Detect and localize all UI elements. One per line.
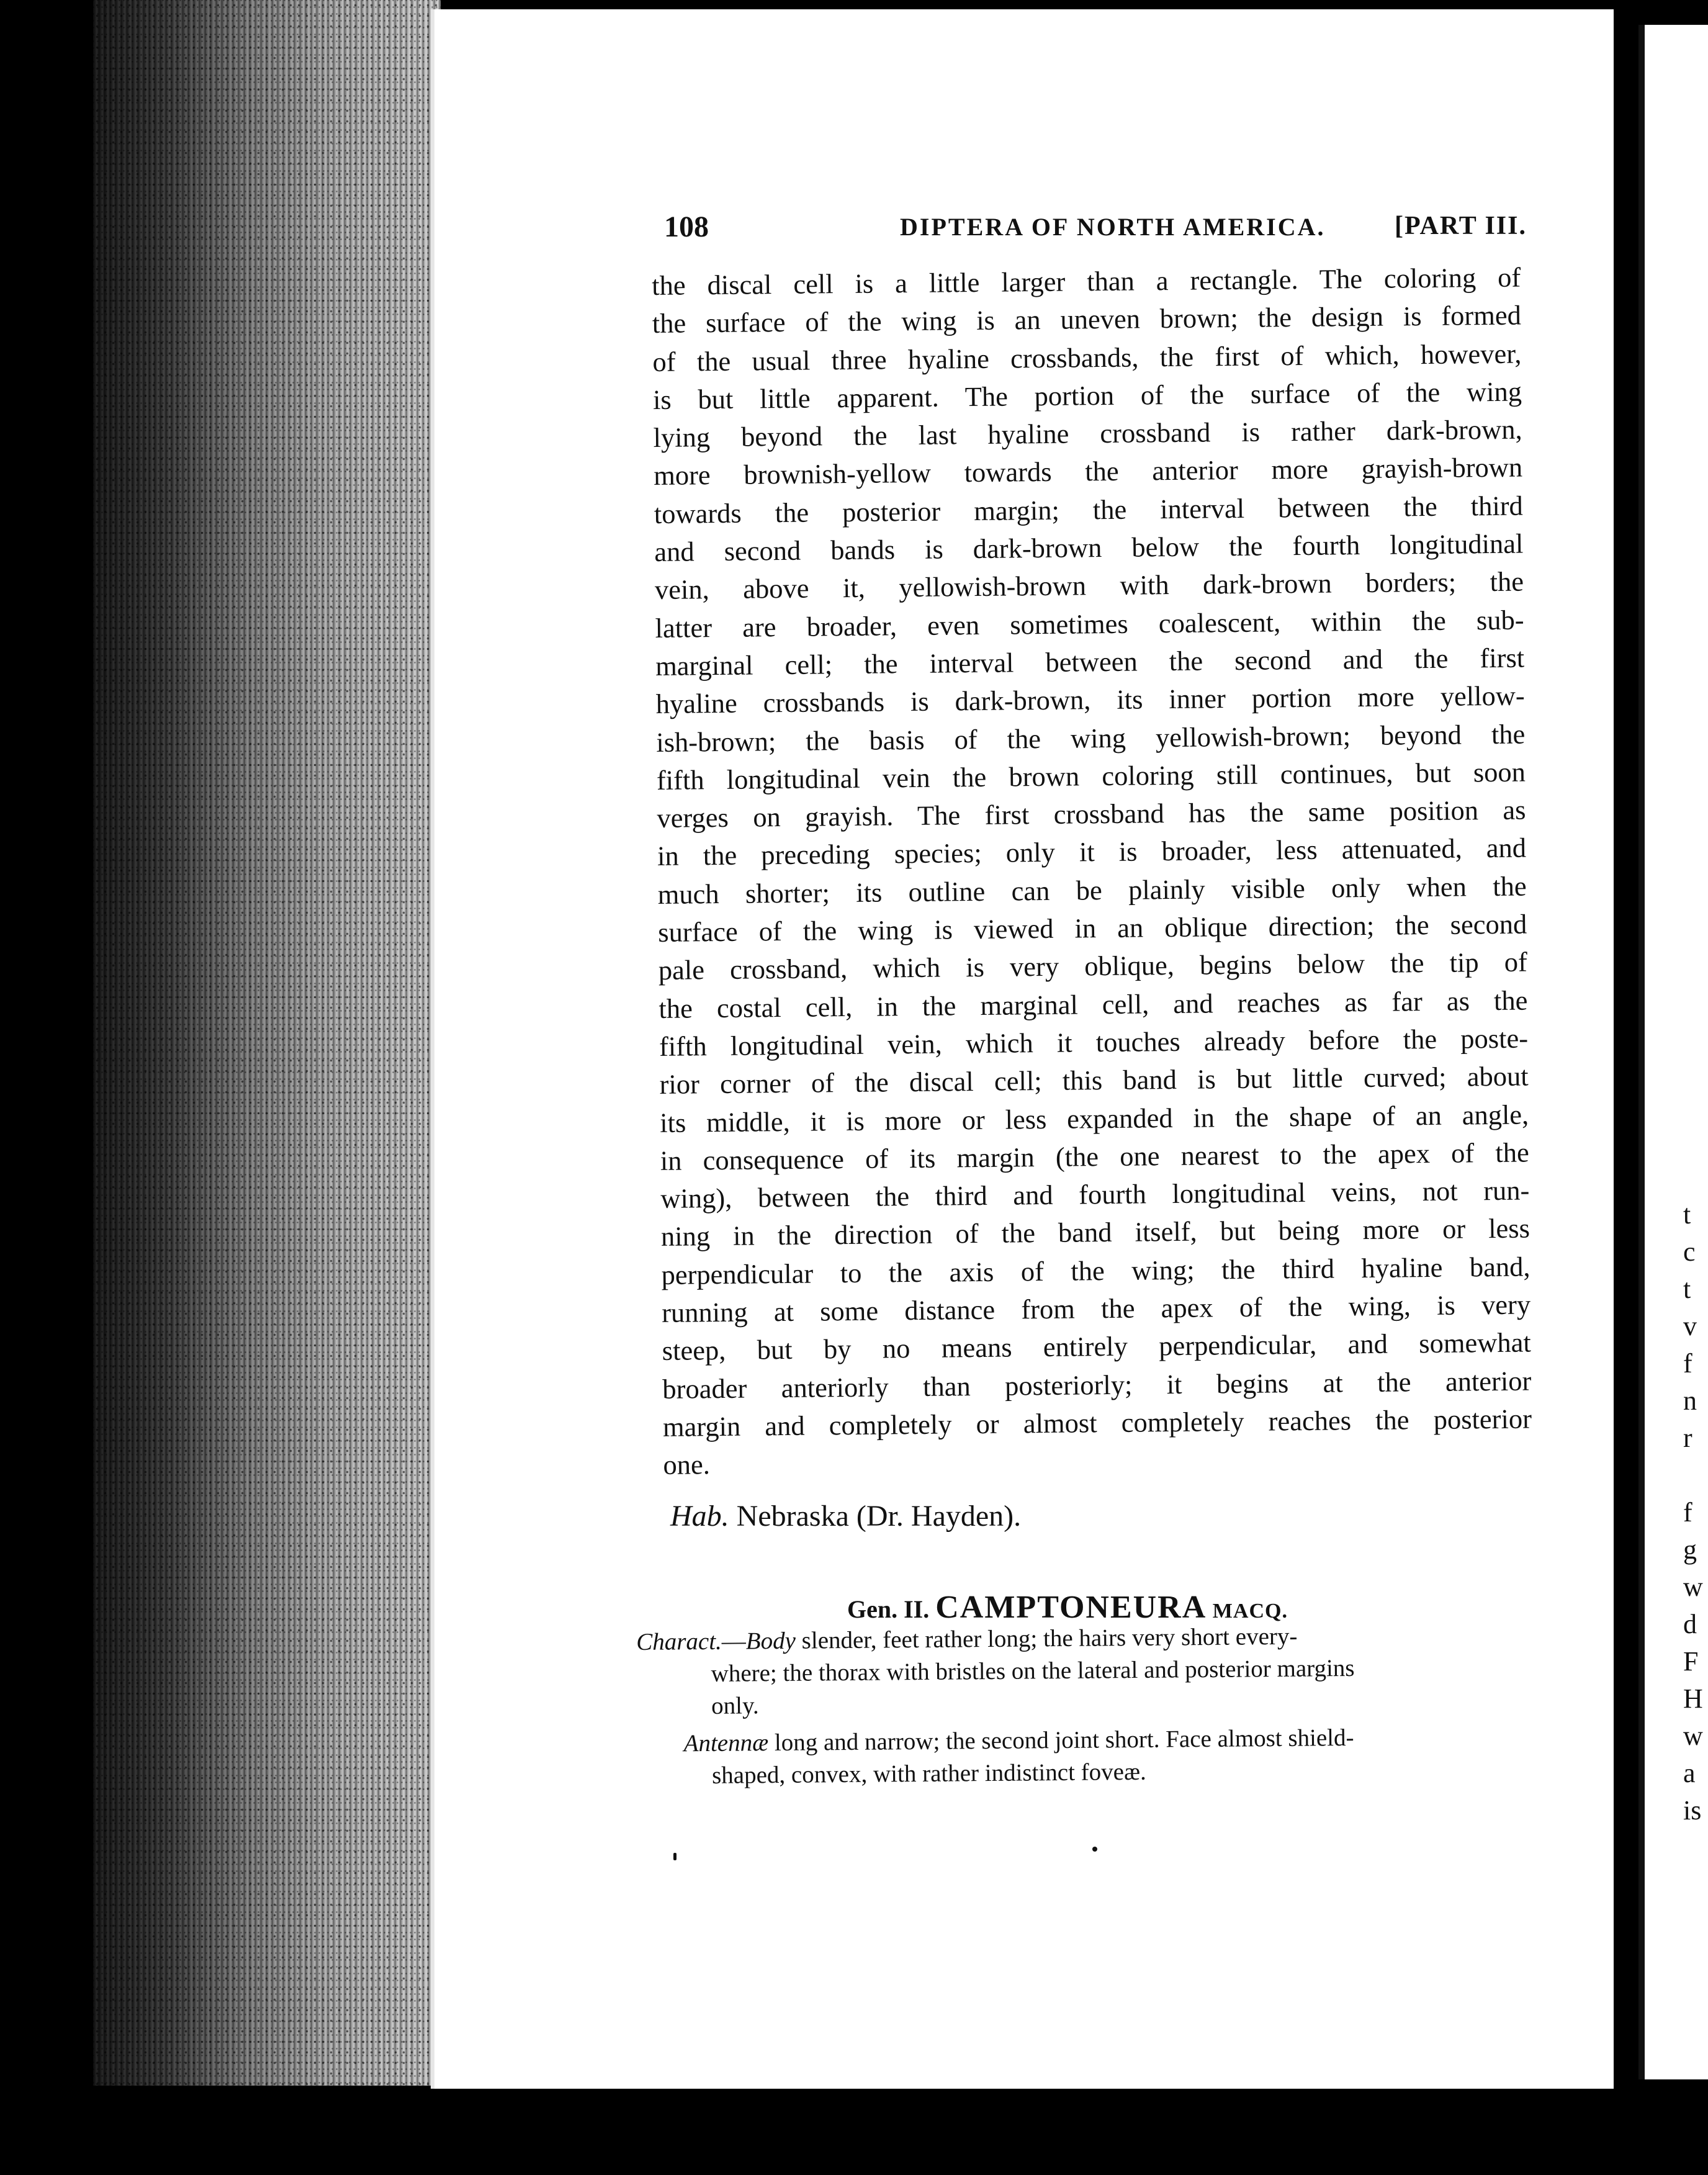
facing-page-letter: H <box>1683 1683 1703 1714</box>
body-paragraph <box>652 259 1532 1485</box>
body-line: fifth longitudinal vein the brown coloring still continues, but soon <box>656 756 1526 796</box>
body-line: much shorter; its outline can be plainly visible only when the <box>657 870 1527 910</box>
facing-page-letter: F <box>1683 1646 1699 1677</box>
charact-dash: — <box>721 1628 746 1655</box>
facing-page-letter: t <box>1683 1199 1691 1230</box>
facing-page-letter: c <box>1683 1236 1696 1267</box>
facing-page-letter: g <box>1683 1534 1697 1565</box>
facing-page-letter: f <box>1683 1348 1692 1379</box>
body-line: verges on grayish. The first crossband has the same position as <box>657 794 1526 834</box>
body-line: latter are broader, even sometimes coalescent, within the sub- <box>655 604 1524 644</box>
body-line: pale crossband, which is very oblique, begins below the tip of <box>658 946 1528 986</box>
printing-speck <box>1092 1847 1097 1852</box>
body-line: wing), between the third and fourth longitudinal veins, not run- <box>660 1174 1530 1215</box>
facing-page-letter: is <box>1683 1795 1702 1826</box>
facing-page-letter: f <box>1683 1497 1692 1528</box>
antennae-label: Antennæ <box>683 1729 769 1757</box>
facing-page-letter: n <box>1683 1385 1697 1416</box>
charact-line-2: where; the thorax with bristles on the lateral and posterior margins <box>711 1654 1355 1687</box>
body-line: in the preceding species; only it is broader, less attenuated, and <box>657 832 1527 872</box>
body-line: margin and completely or almost completely reaches the posterior <box>662 1403 1532 1443</box>
body-label: Body <box>745 1627 796 1655</box>
genus-heading <box>847 1589 1288 1626</box>
body-line: hyaline crossbands is dark-brown, its inner portion more yellow- <box>655 680 1525 720</box>
book-page-edges <box>93 0 441 2086</box>
facing-page <box>1638 25 1708 2079</box>
facing-page-letter: w <box>1683 1572 1703 1602</box>
body-line: the surface of the wing is an uneven brown; the design is formed <box>652 299 1522 340</box>
body-line: in consequence of its margin (the one nearest to the apex of the <box>660 1137 1529 1176</box>
body-line: its middle, it is more or less expanded in the shape of an angle, <box>659 1099 1529 1138</box>
facing-page-letter: d <box>1683 1609 1697 1639</box>
charact-line-5: shaped, convex, with rather indistinct foveæ. <box>711 1758 1146 1789</box>
charact-label: Charact. <box>636 1628 722 1655</box>
body-line: the discal cell is a little larger than a rectangle. The coloring of <box>652 261 1521 301</box>
body-line: and second bands is dark-brown below the fourth longitudinal <box>654 528 1524 568</box>
header-title: DIPTERA OF NORTH AMERICA. <box>900 213 1326 241</box>
body-line: broader anteriorly than posteriorly; it begins at the anterior <box>662 1365 1532 1405</box>
body-line: rior corner of the discal cell; this band is but little curved; about <box>659 1060 1529 1101</box>
body-line: fifth longitudinal vein, which it touches already before the poste- <box>658 1022 1529 1062</box>
genus-author: MACQ. <box>1207 1600 1288 1623</box>
body-line: more brownish-yellow towards the anterior more grayish-brown <box>653 452 1523 492</box>
facing-page-letter: w <box>1683 1721 1703 1751</box>
running-head <box>664 205 1527 248</box>
facing-page-letter: r <box>1683 1423 1692 1453</box>
page-edge-speckle <box>93 0 441 2086</box>
body-line: the costal cell, in the marginal cell, and reaches as far as the <box>658 984 1528 1024</box>
charact-line-3: only. <box>711 1692 759 1719</box>
charact-line-4-rest: long and narrow; the second joint short. Face almost shield- <box>768 1724 1354 1757</box>
facing-page-letter: a <box>1683 1758 1696 1788</box>
body-line: ning in the direction of the band itself, but being more or less <box>660 1212 1530 1253</box>
body-line: lying beyond the last hyaline crossband is rather dark-brown, <box>653 413 1522 454</box>
page-number: 108 <box>664 210 709 243</box>
habitat-line <box>670 1499 1021 1533</box>
facing-page-letter: t <box>1683 1274 1691 1304</box>
printing-speck <box>673 1853 676 1860</box>
habitat-text: Nebraska (Dr. Hayden). <box>729 1500 1022 1533</box>
body-line: running at some distance from the apex of the wing, is very <box>661 1289 1531 1328</box>
body-line: ish-brown; the basis of the wing yellowish-brown; beyond the <box>656 718 1526 758</box>
genus-name: CAMPTONEURA <box>935 1590 1207 1625</box>
facing-page-letter: v <box>1683 1311 1697 1341</box>
body-line: one. <box>663 1449 711 1481</box>
genus-characters <box>636 1619 1494 1793</box>
body-line: vein, above it, yellowish-brown with dark-brown borders; the <box>654 565 1524 606</box>
body-line: surface of the wing is viewed in an oblique direction; the second <box>658 908 1527 948</box>
body-line: perpendicular to the axis of the wing; the third hyaline band, <box>661 1251 1530 1290</box>
charact-line-1-rest: slender, feet rather long; the hairs very short every- <box>795 1623 1298 1654</box>
body-line: steep, but by no means entirely perpendicular, and somewhat <box>662 1326 1531 1367</box>
body-line: marginal cell; the interval between the second and the first <box>655 642 1525 682</box>
body-line: of the usual three hyaline crossbands, the first of which, however, <box>652 338 1522 377</box>
header-part: [PART III. <box>1395 212 1527 240</box>
habitat-label: Hab. <box>670 1500 729 1533</box>
body-line: is but little apparent. The portion of the surface of the wing <box>652 376 1522 415</box>
body-line: towards the posterior margin; the interval between the third <box>654 490 1523 529</box>
genus-prefix: Gen. II. <box>847 1595 936 1623</box>
